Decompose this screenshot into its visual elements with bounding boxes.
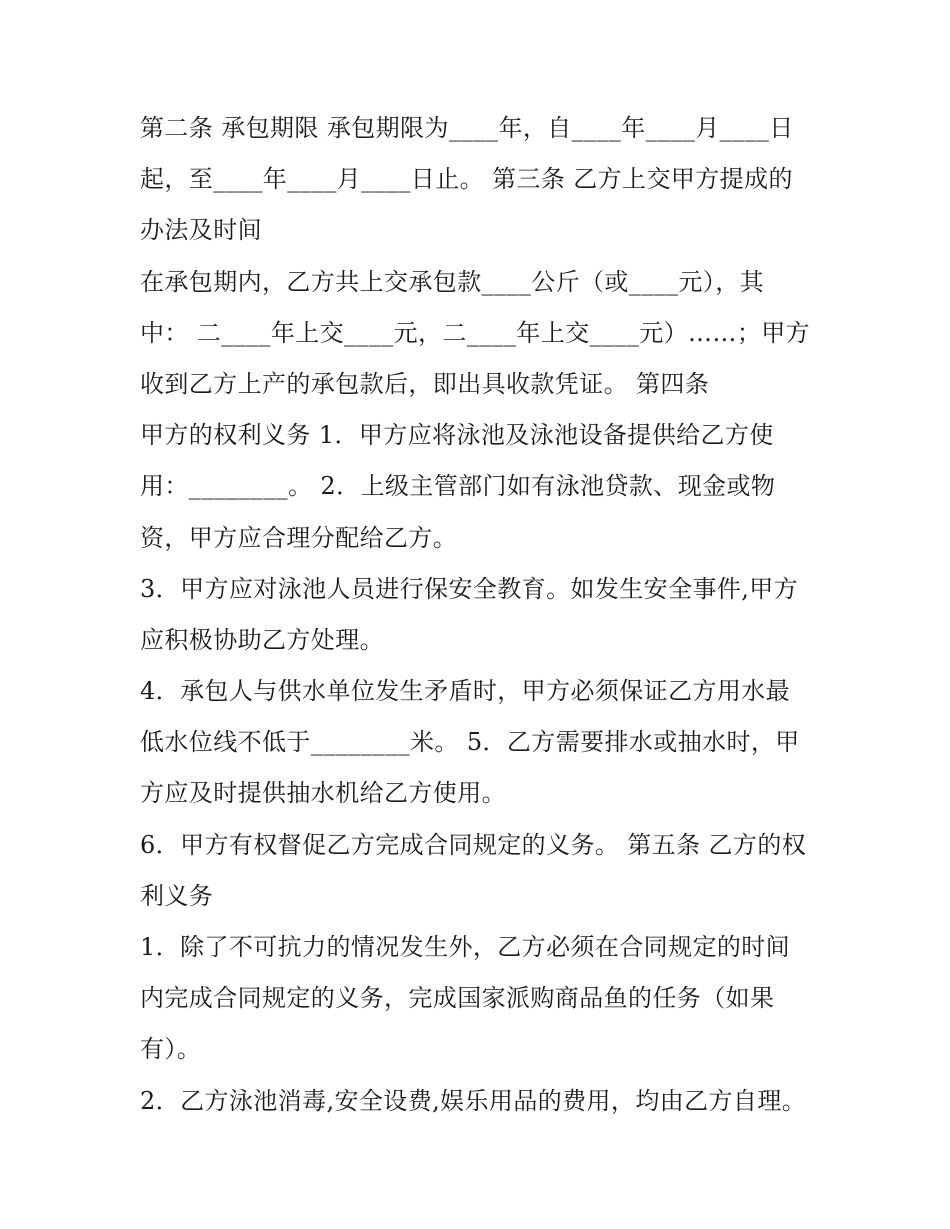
document-body [140,103,820,1127]
text-line: 6．甲方有权督促乙方完成合同规定的义务。 第五条 乙方的权 [140,830,807,859]
text-line: 2．乙方泳池消毒,安全设费,娱乐用品的费用，均由乙方自理。 [140,1086,807,1115]
text-line: 低水位线不低于________米。 5．乙方需要排水或抽水时，甲 [140,728,800,757]
text-line: 3．甲方应对泳池人员进行保安全教育。如发生安全事件,甲方 [140,574,799,603]
text-line: 资，甲方应合理分配给乙方。 [140,523,458,552]
text-line: 中： 二____年上交____元，二____年上交____元）……；甲方 [140,318,811,347]
text-line: 4．承包人与供水单位发生矛盾时，甲方必须保证乙方用水最 [140,677,791,706]
text-line: 1．除了不可抗力的情况发生外，乙方必须在合同规定的时间 [140,933,791,961]
text-line: 办法及时间 [140,216,262,245]
text-line: 应积极协助乙方处理。 [140,625,384,654]
text-line: 内完成合同规定的义务，完成国家派购商品鱼的任务（如果 [140,984,775,1013]
text-line: 利义务 [140,881,214,910]
text-line: 方应及时提供抽水机给乙方使用。 [140,779,506,808]
text-line: 在承包期内，乙方共上交承包款____公斤（或____元），其 [140,267,764,296]
text-line: 收到乙方上产的承包款后，即出具收款凭证。 第四条 [140,369,710,398]
text-line: 起，至____年____月____日止。 第三条 乙方上交甲方提成的 [140,165,793,194]
text-line: 有）。 [140,1035,202,1064]
text-line: 第二条 承包期限 承包期限为____年，自____年____月____日 [140,114,794,142]
text-line: 甲方的权利义务 1．甲方应将泳池及泳池设备提供给乙方使 [140,421,774,450]
text-line: 用：________。 2．上级主管部门如有泳池贷款、现金或物 [140,472,776,501]
